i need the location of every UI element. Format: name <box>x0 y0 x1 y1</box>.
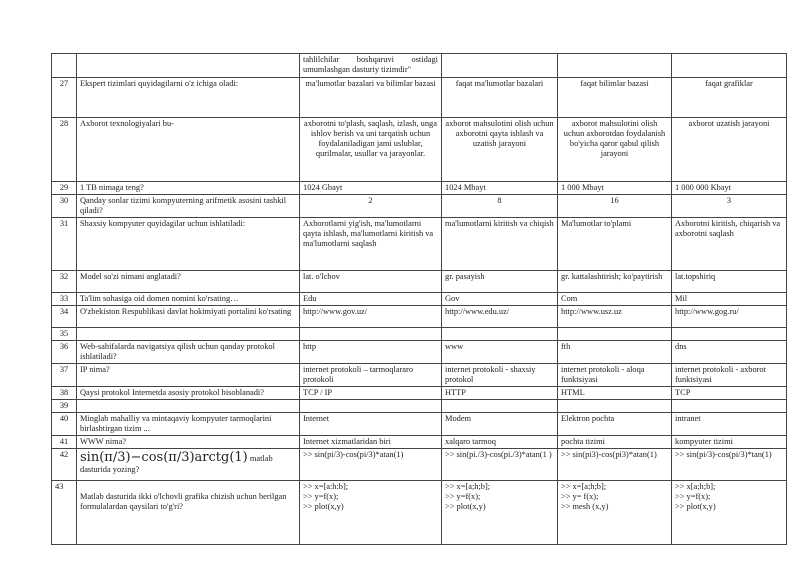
answer-d: >> sin(pi/3)-cos(pi/3)*tan(1) <box>672 449 787 481</box>
answer-d <box>672 400 787 413</box>
table-row <box>52 413 787 436</box>
question-text: Matlab dasturida ikki o'lchovli grafika chizish uchun berilgan formulalardan qaysilari to'g'ri? <box>77 481 300 545</box>
question-number: 28 <box>52 118 77 182</box>
answer-c: http://www.usz.uz <box>558 306 672 328</box>
question-number: 33 <box>52 293 77 306</box>
answer-a: 1024 Gbayt <box>300 182 442 195</box>
question-number: 31 <box>52 218 77 271</box>
question-suffix: matlab <box>249 454 273 463</box>
answer-d: dns <box>672 341 787 364</box>
answer-a: lat. o'lchov <box>300 271 442 293</box>
answer-a: Internet <box>300 413 442 436</box>
question-text: WWW nima? <box>77 436 300 449</box>
answer-c: internet protokoli - aloqa funktsiyasi <box>558 364 672 387</box>
question-text: IP nima? <box>77 364 300 387</box>
answer-a <box>300 400 442 413</box>
quiz-table <box>51 53 787 545</box>
answer-a: ma'lumotlar bazalari va bilimlar bazasi <box>300 78 442 118</box>
answer-c: axborot mahsulotini olish uchun axborotdan foydalanish bo'yicha qaror qabul qilish jarayoni <box>558 118 672 182</box>
answer-c <box>558 481 672 545</box>
answer-c: fth <box>558 341 672 364</box>
table-row <box>52 436 787 449</box>
answer-d: lat.topshiriq <box>672 271 787 293</box>
question-text: Model so'zi nimani anglatadi? <box>77 271 300 293</box>
answer-d: Mil <box>672 293 787 306</box>
answer-d: axborot uzatish jarayoni <box>672 118 787 182</box>
table-row <box>52 306 787 328</box>
code-line: >> plot(x,y) <box>675 502 716 511</box>
answer-c <box>558 400 672 413</box>
code-line: >> y=f(x); <box>445 492 481 501</box>
question-text: Ta'lim sohasiga oid domen nomini ko'rsating… <box>77 293 300 306</box>
answer-c: pochta tizimi <box>558 436 672 449</box>
answer-a: http <box>300 341 442 364</box>
answer-a <box>300 328 442 341</box>
table-row <box>52 341 787 364</box>
table-row <box>52 54 787 78</box>
answer-b: 1024 Mbayt <box>442 182 558 195</box>
question-text <box>77 400 300 413</box>
answer-b: >> sin(pi./3)-cos(pi./3)*atan(1 ) <box>442 449 558 481</box>
answer-c: HTML <box>558 387 672 400</box>
question-number: 37 <box>52 364 77 387</box>
question-text: Shaxsiy kompyuter quyidagilar uchun ishlatiladi: <box>77 218 300 271</box>
answer-a: http://www.gov.uz/ <box>300 306 442 328</box>
answer-b: HTTP <box>442 387 558 400</box>
answer-a: internet protokoli – tarmoqlararo protokoli <box>300 364 442 387</box>
question-number: 41 <box>52 436 77 449</box>
table-row <box>52 218 787 271</box>
question-number: 42 <box>52 449 77 481</box>
table-row <box>52 182 787 195</box>
question-text: O'zbekiston Respublikasi davlat hokimiyati portalini ko'rsating <box>77 306 300 328</box>
answer-c <box>558 328 672 341</box>
question-rest: dasturida yozing? <box>80 465 140 474</box>
answer-d: intranet <box>672 413 787 436</box>
answer-d <box>672 481 787 545</box>
answer-b: faqat ma'lumotlar bazalari <box>442 78 558 118</box>
answer-b <box>442 400 558 413</box>
question-number: 39 <box>52 400 77 413</box>
table-row <box>52 271 787 293</box>
answer-c: Ma'lumotlar to'plami <box>558 218 672 271</box>
question-number: 27 <box>52 78 77 118</box>
question-text: Qanday sonlar tizimi kompyuterning arifmetik asosini tashkil qiladi? <box>77 195 300 218</box>
answer-d: 3 <box>672 195 787 218</box>
answer-a: Axborotlarni yig'ish, ma'lumotlarni qayta ishlash, ma'lumotlarni kiritish va ma'lumotlarni saqlash <box>300 218 442 271</box>
answer-b <box>442 328 558 341</box>
answer-d: kompyuter tizimi <box>672 436 787 449</box>
question-text: Qaysi protokol Internetda asosiy protokol hisoblanadi? <box>77 387 300 400</box>
table-row <box>52 364 787 387</box>
answer-d <box>672 328 787 341</box>
answer-b: internet protokoli - shaxsiy protokol <box>442 364 558 387</box>
question-text <box>77 449 300 481</box>
answer-a <box>300 481 442 545</box>
answer-a: TCP / IP <box>300 387 442 400</box>
answer-b: 8 <box>442 195 558 218</box>
table-row <box>52 481 787 545</box>
code-line: >> y=f(x); <box>675 492 711 501</box>
table-row <box>52 400 787 413</box>
answer-d: internet protokoli - axborot funktsiyasi <box>672 364 787 387</box>
answer-c: Elektron pochta <box>558 413 672 436</box>
answer-d: Axborotni kiritish, chiqarish va axborotni saqlash <box>672 218 787 271</box>
answer-b: ma'lumotlarni kiritish va chiqish <box>442 218 558 271</box>
question-number: 32 <box>52 271 77 293</box>
question-text: Web-sahifalarda navigatsiya qilish uchun qanday protokol ishlatiladi? <box>77 341 300 364</box>
table-row <box>52 118 787 182</box>
table-row <box>52 195 787 218</box>
question-text <box>77 328 300 341</box>
answer-b: gr. pasayish <box>442 271 558 293</box>
question-number: 34 <box>52 306 77 328</box>
code-line: >> plot(x,y) <box>303 502 344 511</box>
answer-a: axborotni to'plash, saqlash, izlash, unga ishlov berish va uni tarqatish uchun foydalaniladigan jami uslublar, qurilmalar, usullar va jarayonlar. <box>300 118 442 182</box>
code-line: >> y= f(x); <box>561 492 599 501</box>
answer-b: Gov <box>442 293 558 306</box>
question-number: 29 <box>52 182 77 195</box>
question-number: 40 <box>52 413 77 436</box>
question-text: Ekspert tizimlari quyidagilarni o'z ichiga oladi: <box>77 78 300 118</box>
answer-c: faqat bilimlar bazasi <box>558 78 672 118</box>
answer-c: 1 000 Mbayt <box>558 182 672 195</box>
answer-d: 1 000 000 Kbayt <box>672 182 787 195</box>
answer-b: xalqaro tarmoq <box>442 436 558 449</box>
answer-d: TCP <box>672 387 787 400</box>
answer-c: 16 <box>558 195 672 218</box>
table-row <box>52 293 787 306</box>
code-line: >> y=f(x); <box>303 492 339 501</box>
code-line: >> x=[a:h:b]; <box>303 482 349 491</box>
math-formula: sin(π/3)−cos(π/3)arctg(1) <box>80 450 248 465</box>
question-number: 35 <box>52 328 77 341</box>
table-row <box>52 78 787 118</box>
code-line: >> x=[a;h;b]; <box>445 482 491 491</box>
question-text: Minglab mahalliy va mintaqaviy kompyuter tarmoqlarini birlashtirgan tizim ... <box>77 413 300 436</box>
answer-c: Com <box>558 293 672 306</box>
answer-b: http://www.edu.uz/ <box>442 306 558 328</box>
answer-a: >> sin(pi/3)-cos(pi/3)*atan(1) <box>300 449 442 481</box>
answer-d: http://www.gog.ru/ <box>672 306 787 328</box>
question-number: 30 <box>52 195 77 218</box>
table-row <box>52 387 787 400</box>
question-text: 1 TB nimaga teng? <box>77 182 300 195</box>
code-line: >> plot(x,y) <box>445 502 486 511</box>
table-row <box>52 449 787 481</box>
answer-b: www <box>442 341 558 364</box>
answer-b: Modem <box>442 413 558 436</box>
question-number: 36 <box>52 341 77 364</box>
answer-c: >> sin(pi3)-cos(pi3)*atan(1) <box>558 449 672 481</box>
answer-a: Internet xizmatlaridan biri <box>300 436 442 449</box>
answer-b <box>442 481 558 545</box>
answer-a: Edu <box>300 293 442 306</box>
answer-c: gr. kattalashtirish; ko'paytirish <box>558 271 672 293</box>
answer-b: axborot mahsulotini olish uchun axborotni qayta ishlash va uzatish jarayoni <box>442 118 558 182</box>
code-line: >> x=[a;h;b]; <box>561 482 607 491</box>
question-number: 43 <box>52 481 77 545</box>
code-line: >> mesh (x,y) <box>561 502 609 511</box>
code-line: >> x[a;h;b]; <box>675 482 716 491</box>
answer-d: faqat grafiklar <box>672 78 787 118</box>
question-number: 38 <box>52 387 77 400</box>
question-text: Axborot texnologiyalari bu- <box>77 118 300 182</box>
answer-cell: tahlilchilar boshqaruvi ostidagi umumlashgan dasturiy tizimdir" <box>300 54 442 78</box>
answer-a: 2 <box>300 195 442 218</box>
table-row <box>52 328 787 341</box>
